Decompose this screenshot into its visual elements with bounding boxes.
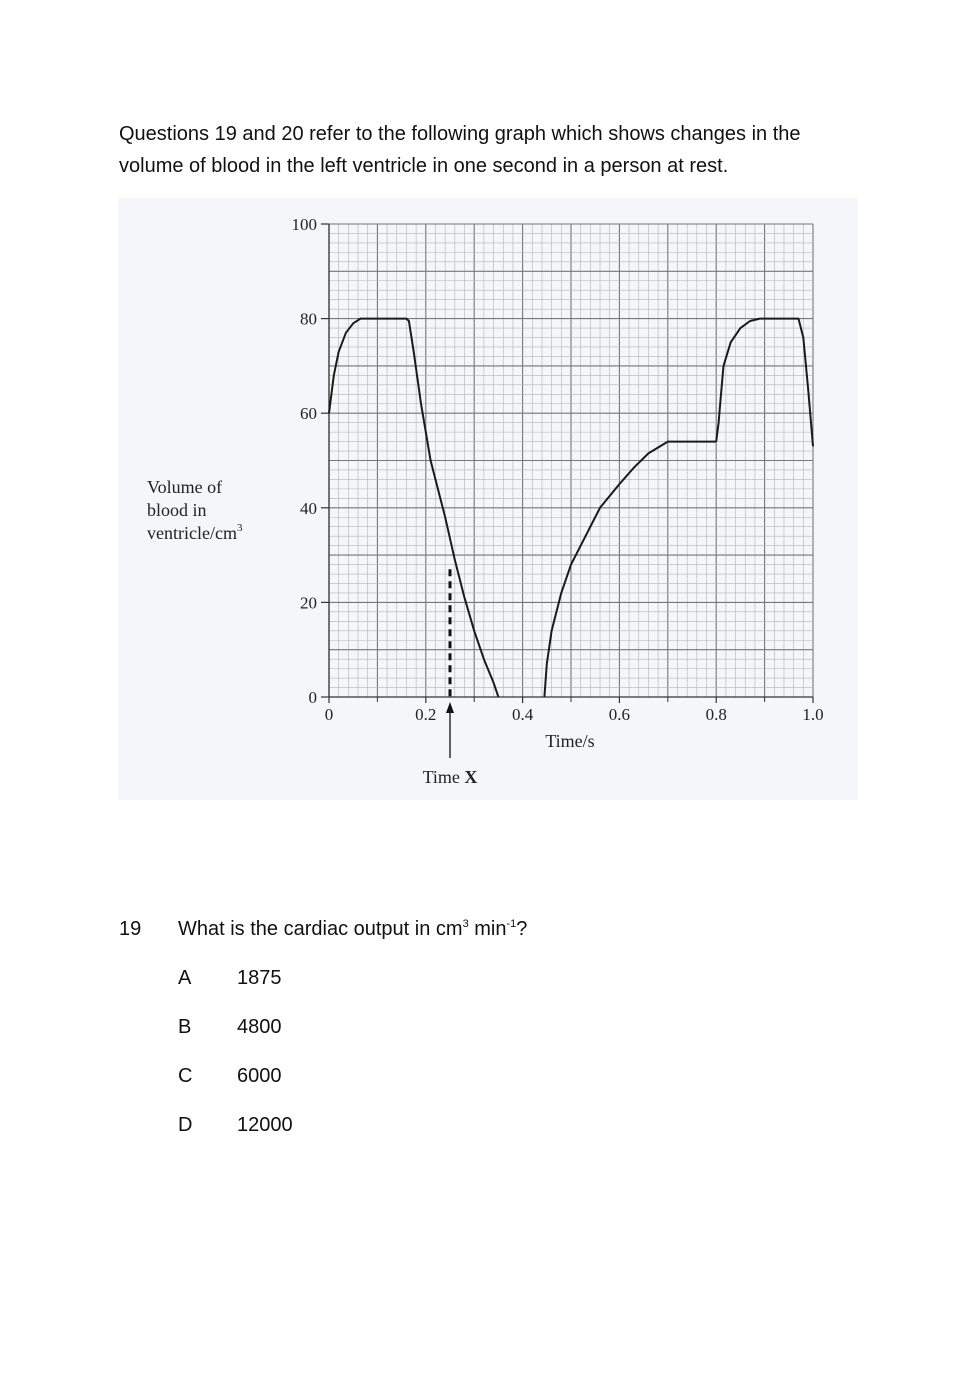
y-tick-label: 80 — [300, 309, 317, 329]
y-axis-label-line: blood in — [147, 500, 207, 520]
option-value: 12000 — [237, 1114, 293, 1136]
x-axis-label: Time/s — [545, 731, 595, 751]
question-text-main: What is the cardiac output in cm — [178, 918, 463, 940]
x-tick-label: 1.0 — [802, 705, 824, 724]
y-tick-label: 40 — [300, 498, 317, 518]
question-text-min: min — [468, 918, 507, 940]
question-number: 19 — [119, 918, 142, 940]
intro-line-2: volume of blood in the left ventricle in one second in a person at rest. — [119, 155, 729, 177]
option-letter: D — [178, 1114, 193, 1136]
option-letter: C — [178, 1065, 193, 1087]
y-axis-label-superscript: 3 — [236, 522, 243, 534]
intro-line-1: Questions 19 and 20 refer to the following graph which shows changes in the — [119, 123, 801, 145]
y-tick-label: 0 — [308, 688, 317, 707]
option-value: 1875 — [237, 967, 282, 989]
y-axis-label-line: ventricle/$cm^3$ — [147, 522, 243, 543]
x-tick-label: 0 — [324, 705, 334, 724]
x-tick-label: 0.4 — [511, 705, 534, 724]
x-tick-label: 0.6 — [608, 705, 631, 724]
option-value: 6000 — [237, 1065, 282, 1087]
question-sup-cubed: 3 — [462, 918, 469, 930]
time-x-label-bold: X — [464, 767, 478, 787]
option-letter: B — [178, 1016, 192, 1038]
y-tick-label: 100 — [291, 215, 317, 234]
question-sup-per: -1 — [506, 918, 517, 930]
question-text-end: ? — [516, 918, 528, 940]
chart-background — [118, 198, 858, 800]
y-tick-label: 60 — [300, 404, 317, 424]
time-x-label: Time X — [422, 767, 478, 787]
x-tick-label: 0.2 — [415, 705, 437, 724]
option-value: 4800 — [237, 1016, 282, 1038]
option-letter: A — [178, 967, 192, 989]
x-tick-label: 0.8 — [705, 705, 727, 724]
y-tick-label: 20 — [300, 593, 317, 613]
y-axis-label-line: Volume of — [147, 477, 223, 497]
question-text — [178, 918, 527, 941]
